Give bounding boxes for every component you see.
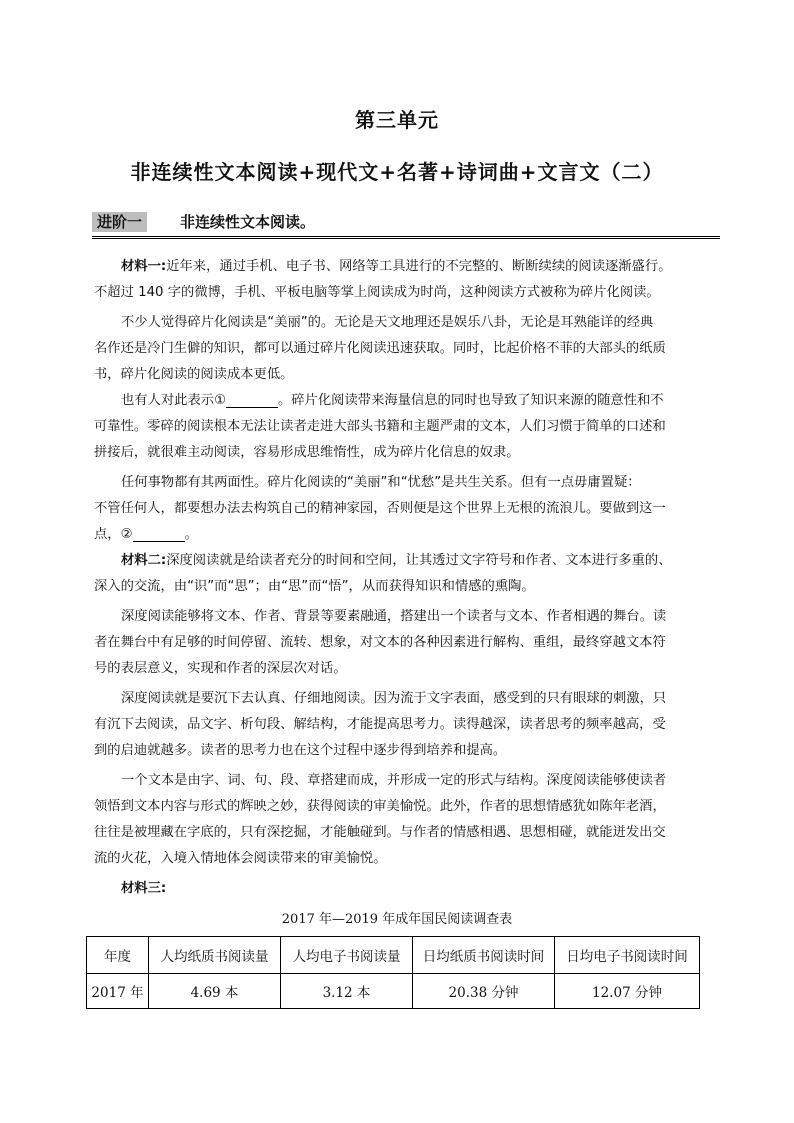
- table-cell: 12.07 分钟: [555, 974, 700, 1009]
- text-line: 拼接后，就很难主动阅读，容易形成思维惰性，成为碎片化信息的奴隶。: [94, 445, 520, 460]
- text-line: 到的启迪就越多。读者的思考力也在这个过程中逐步得到培养和提高。: [94, 743, 507, 758]
- text-segment: 。: [184, 527, 198, 542]
- text-line: 者在舞台中有足够的时间停留、流转、想象，对文本的各种因素进行解构、重组，最终穿越文本符: [94, 635, 666, 650]
- main-title: 非连续性文本阅读+现代文+名著+诗词曲+文言文（二）: [130, 160, 664, 184]
- table-header-cell: 日均纸质书阅读时间: [413, 937, 555, 974]
- material1-label: 材料一:: [121, 259, 167, 274]
- table-caption: 2017 年—2019 年成年国民阅读调查表: [281, 912, 513, 927]
- material3-label: 材料三:: [121, 881, 167, 896]
- text-line: 有沉下去阅读，品文字、析句段、解结构，才能提高思考力。读得越深，读者思考的频率越高，受: [94, 717, 666, 732]
- table-row: [87, 974, 700, 1009]
- text-line: 不少人觉得碎片化阅读是“美丽”的。无论是天文地理还是娱乐八卦，无论是耳熟能详的经典: [121, 315, 654, 330]
- text-line: 流的火花，入境入情地体会阅读带来的审美愉悦。: [94, 851, 387, 866]
- text-line: 深入的交流，由“识”而“思”；由“思”而“悟”，从而获得知识和情感的熏陶。: [94, 579, 535, 594]
- table-cell: 4.69 本: [149, 974, 281, 1009]
- section-tag: 进阶一: [92, 212, 147, 232]
- text-line: 领悟到文本内容与形式的辉映之妙，获得阅读的审美愉悦。此外，作者的思想情感犹如陈年老酒，: [94, 799, 666, 814]
- text-line: 书，碎片化阅读的阅读成本更低。: [94, 367, 294, 382]
- table-cell: 20.38 分钟: [413, 974, 555, 1009]
- table-header-cell: 年度: [87, 937, 149, 974]
- table-cell: 2017 年: [87, 974, 149, 1009]
- text-line: 一个文本是由字、词、句、段、章搭建而成，并形成一定的形式与结构。深度阅读能够使读者: [121, 773, 667, 788]
- section-header: [92, 212, 720, 239]
- text-line: 往往是被埋藏在字底的，只有深挖掘，才能触碰到。与作者的情感相遇、思想相碰，就能迸发出交: [94, 825, 666, 840]
- material2-label: 材料二:: [121, 553, 167, 568]
- table-header-row: [87, 937, 700, 974]
- text-line: 深度阅读就是给读者充分的时间和空间，让其透过文字符号和作者、文本进行多重的、: [166, 553, 672, 568]
- text-segment: 也有人对此表示①: [121, 393, 226, 408]
- table-header-cell: 日均电子书阅读时间: [555, 937, 700, 974]
- section-title: 非连续性文本阅读。: [180, 213, 316, 231]
- text-line: 深度阅读能够将文本、作者、背景等要素融通，搭建出一个读者与文本、作者相遇的舞台。读: [121, 609, 667, 624]
- answer-blank-1[interactable]: [226, 391, 278, 408]
- answer-blank-2[interactable]: [133, 525, 185, 542]
- material2-paragraph-1: [121, 548, 724, 574]
- text-line: 名作还是冷门生僻的知识，都可以通过碎片化阅读迅速获取。同时，比起价格不菲的大部头的纸质: [94, 341, 666, 356]
- table-header-cell: 人均电子书阅读量: [281, 937, 413, 974]
- material1-paragraph-4-end: [94, 522, 724, 548]
- text-line: 近年来，通过手机、电子书、网络等工具进行的不完整的、断断续续的阅读逐渐盛行。: [166, 259, 672, 274]
- reading-survey-table: [86, 936, 700, 1009]
- material1-paragraph-1: [121, 254, 724, 280]
- text-line: 号的表层意义，实现和作者的深层次对话。: [94, 661, 347, 676]
- table-cell: 3.12 本: [281, 974, 413, 1009]
- text-line: 可靠性。零碎的阅读根本无法让读者走进大部头书籍和主题严肃的文本，人们习惯于简单的口述和: [94, 419, 666, 434]
- text-line: 不超过 140 字的微博，手机、平板电脑等掌上阅读成为时尚，这种阅读方式被称为碎片化阅读。: [94, 285, 660, 300]
- material1-paragraph-3: [121, 388, 724, 414]
- text-line: 不管任何人，都要想办法去构筑自己的精神家园，否则便是这个世界上无根的流浪儿。要做到这一: [94, 501, 666, 516]
- text-segment: 。碎片化阅读带来海量信息的同时也导致了知识来源的随意性和不: [278, 393, 664, 408]
- unit-title: 第三单元: [355, 108, 439, 132]
- text-line: 任何事物都有其两面性。碎片化阅读的“美丽”和“忧愁”是共生关系。但有一点毋庸置疑：: [121, 475, 641, 490]
- text-segment: 点，②: [94, 527, 133, 542]
- text-line: 深度阅读就是要沉下去认真、仔细地阅读。因为流于文字表面，感受到的只有眼球的刺激，只: [121, 691, 667, 706]
- table-header-cell: 人均纸质书阅读量: [149, 937, 281, 974]
